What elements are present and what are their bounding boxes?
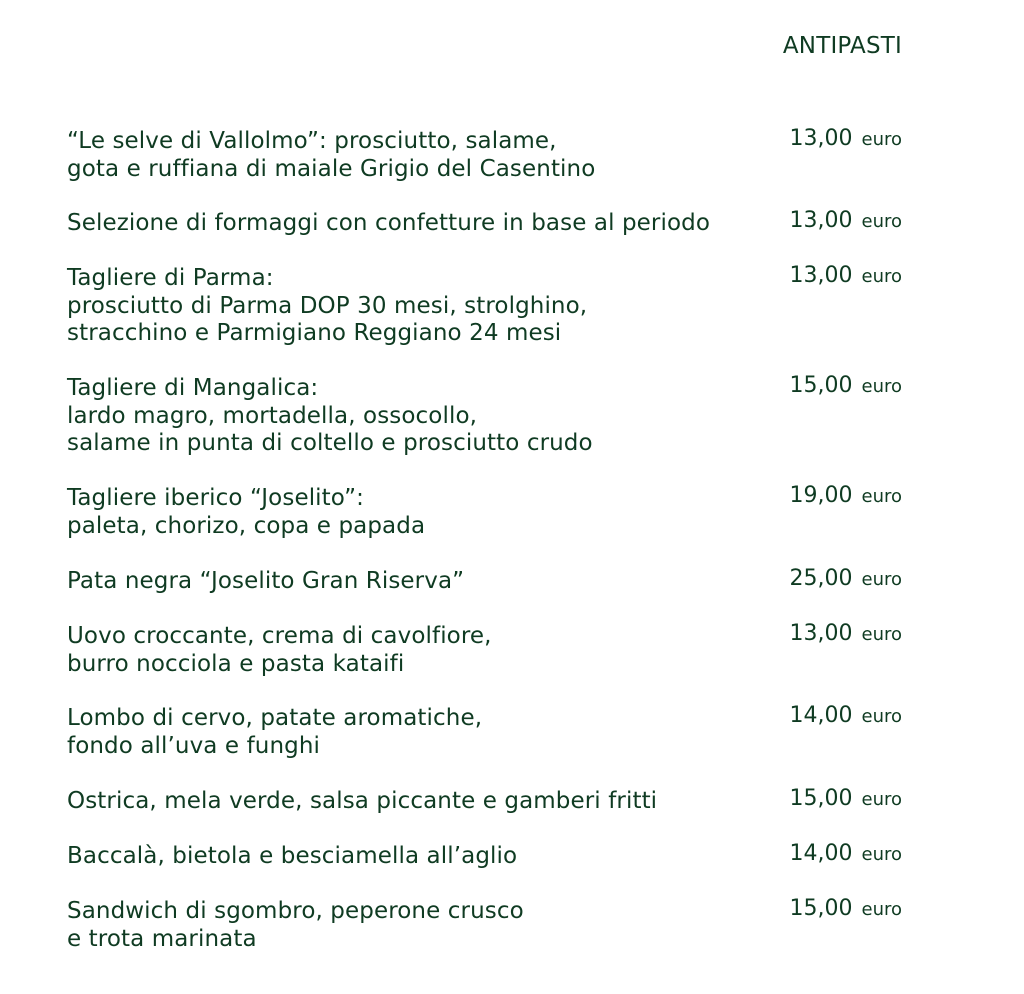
price-amount: 15,00	[789, 786, 853, 811]
menu-item-description	[67, 265, 767, 348]
menu-item-price	[790, 894, 902, 925]
price-currency: euro	[861, 789, 902, 810]
price-amount: 14,00	[789, 841, 853, 866]
price-amount: 15,00	[789, 896, 853, 921]
menu-item-line: Ostrica, mela verde, salsa piccante e gamberi fritti	[67, 788, 658, 814]
menu-item-line: Selezione di formaggi con confetture in base al periodo	[67, 210, 711, 236]
price-currency: euro	[861, 211, 902, 232]
price-amount: 25,00	[789, 566, 853, 591]
menu-item-line: lardo magro, mortadella, ossocollo,	[67, 402, 478, 429]
menu-item-line: salame in punta di coltello e prosciutto crudo	[67, 430, 593, 456]
menu-item-line: prosciutto di Parma DOP 30 mesi, strolghino,	[67, 292, 588, 319]
menu-item-description	[67, 843, 767, 871]
menu-item-description	[67, 705, 767, 760]
menu-item-line: fondo all’uva e funghi	[67, 732, 320, 759]
menu-item-line: Tagliere iberico “Joselito”:	[67, 485, 365, 511]
price-currency: euro	[861, 266, 902, 287]
menu-item-line: Baccalà, bietola e besciamella all’aglio	[67, 843, 518, 869]
section-title: ANTIPASTI	[782, 33, 902, 59]
menu-item-description	[67, 128, 767, 183]
price-currency: euro	[861, 844, 902, 865]
menu-item-description	[67, 623, 767, 678]
price-currency: euro	[861, 706, 902, 727]
menu-item-line: burro nocciola e pasta kataifi	[67, 650, 405, 677]
menu-item-line: e trota marinata	[67, 925, 257, 952]
price-currency: euro	[861, 129, 902, 150]
menu-item-line: Tagliere di Mangalica:	[67, 375, 319, 401]
price-amount: 13,00	[789, 126, 853, 151]
price-currency: euro	[861, 376, 902, 397]
menu-item-price	[790, 124, 902, 155]
menu-item-line: Tagliere di Parma:	[67, 265, 274, 291]
menu-item-price	[790, 371, 902, 402]
menu-item-price	[790, 261, 902, 292]
menu-item-description	[67, 788, 767, 816]
menu-item-price	[790, 619, 902, 650]
menu-item-line: gota e ruffiana di maiale Grigio del Casentino	[67, 155, 596, 182]
menu-item-price	[790, 481, 902, 512]
price-amount: 13,00	[789, 208, 853, 233]
menu-item-line: Sandwich di sgombro, peperone crusco	[67, 898, 524, 924]
menu-item-line: paleta, chorizo, copa e papada	[67, 512, 426, 539]
menu-item-description	[67, 375, 767, 458]
price-currency: euro	[861, 569, 902, 590]
menu-item-line: “Le selve di Vallolmo”: prosciutto, salame,	[67, 128, 557, 154]
price-amount: 15,00	[789, 373, 853, 398]
menu-item-description	[67, 485, 767, 540]
menu-item-line: Lombo di cervo, patate aromatiche,	[67, 705, 483, 731]
menu-item-description	[67, 210, 767, 238]
menu-item-price	[790, 784, 902, 815]
menu-item-price	[790, 206, 902, 237]
menu-item-price	[790, 839, 902, 870]
price-amount: 14,00	[789, 703, 853, 728]
price-amount: 19,00	[789, 483, 853, 508]
menu-item-price	[790, 564, 902, 595]
price-amount: 13,00	[789, 263, 853, 288]
menu-item-description	[67, 568, 767, 596]
menu-item-line: stracchino e Parmigiano Reggiano 24 mesi	[67, 320, 562, 346]
menu-item-description	[67, 898, 767, 953]
price-amount: 13,00	[789, 621, 853, 646]
menu-item-line: Uovo croccante, crema di cavolfiore,	[67, 623, 492, 649]
price-currency: euro	[861, 899, 902, 920]
price-currency: euro	[861, 624, 902, 645]
menu-item-price	[790, 701, 902, 732]
price-currency: euro	[861, 486, 902, 507]
menu-item-line: Pata negra “Joselito Gran Riserva”	[67, 568, 465, 594]
